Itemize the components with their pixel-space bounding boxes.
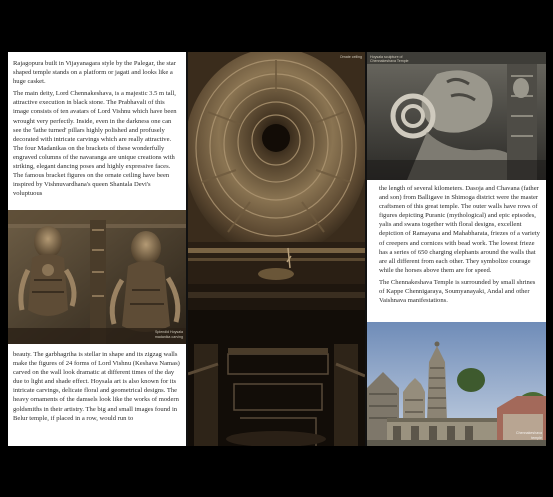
paragraph: Rajagopura built in Vijayanagara style by the Palegar, the star shaped temple stands on a platform or jagati and looks like a huge casket. [13,60,176,86]
photo-caption: Splendid Hoysala madanika carving [154,330,183,339]
sculpture-detail-illustration [367,52,546,180]
temple-exterior-photo [367,322,546,446]
paragraph: The Chennakeshava Temple is surrounded by small shrines of Kappe Chennigaraya, Soumyanayaki, Andal and other Vaishnava manifestations. [379,278,536,305]
text-panel-bottom-left [8,344,186,446]
sculpture-illustration [8,210,186,344]
paragraph: The main deity, Lord Chennakeshava, is a majestic 3.5 m tall, attractive execution in black stone. The Prabhavali of this image consists of ten avatars of Lord Vishnu which have been wrought very perfectly. Inside, even in the darkness one can see the 'lathe turned' pillars highly polished and profusely decorated with intricate carvings which are really attractive. The four Madanikas on the brackets of these wonderfully engraved columns of the navaranga are unique creations with striking, elegant dancing poses and highly expressive faces. The famous bracket figures on the ornate ceiling have been inspired by Vishnuvardhana's queen Shantala Devi's voluptuous [13,90,177,198]
ornate-ceiling-photo [188,52,365,284]
text-panel-top-left [8,52,186,210]
photo-caption: Hoysala sculpture of Chennakeshava Temple [370,55,409,64]
ceiling-illustration [188,52,365,284]
paragraph: beauty. The garbhagriha is stellar in shape and its zigzag walls make the figures of 24 forms of Lord Vishnu (Keshava Namas) carved on the wall look dramatic at different times of the day due to light and shade effect. Hoysala art is also known for its intricate carvings, delicate floral and geometrical designs. The heavy ornaments of the damsels look like the works of modern goldsmiths in their artistry. The big and small images found in Belur temple, if placed in a row, would run to [13,351,180,422]
lion-sculpture-photo [367,52,546,180]
paragraph: the length of several kilometers. Dasoja and Chavana (father and son) from Balligave in Shimoga district were the master craftsmen of this great temple. The outer walls have rows of figures depicting Puranic (mythological) and epic episodes, yalis and swans together with floral designs, excellent depiction of Ramayana and Mahabharata, friezes of a variety of creepers and cornices with bead work. The lowest frieze has a series of 650 charging elephants around the walls that are all different from each other. They symbolize courage while the horses above them are for speed. [379,185,540,274]
madanika-sculpture-photo [8,210,186,344]
photo-caption: Ornate ceiling [339,55,362,59]
interior-illustration [188,284,365,446]
temple-illustration [367,322,546,446]
interior-pillars-photo [188,284,365,446]
magazine-spread [8,52,546,446]
photo-caption: Chennakeshava temple [516,431,542,440]
text-panel-right [367,180,546,322]
